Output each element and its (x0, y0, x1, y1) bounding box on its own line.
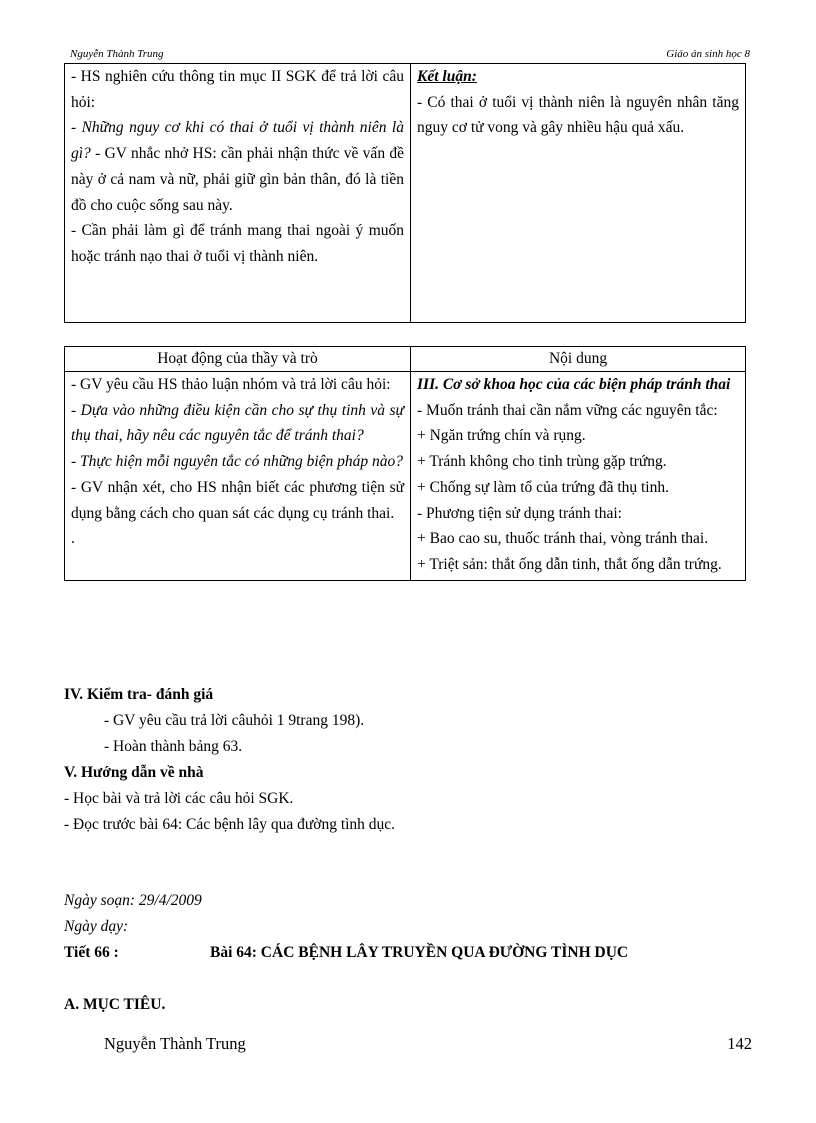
question-line: - Thực hiện mỗi nguyên tắc có những biện pháp nào? (71, 453, 404, 471)
content-line: - Muốn tránh thai cần nắm vững các nguyên tắc: (417, 401, 718, 419)
date-prepared: Ngày soạn: 29/4/2009 (64, 892, 202, 909)
section-5-item: - Đọc trước bài 64: Các bệnh lây qua đường tình dục. (64, 816, 396, 833)
content-cell (411, 372, 746, 581)
activity-line: . (71, 530, 75, 548)
column-header-content: Nội dung (411, 347, 746, 372)
lesson-title: Bài 64: CÁC BỆNH LÂY TRUYỀN QUA ĐƯỜNG TÌNH DỤC (210, 944, 629, 961)
header-author: Nguyễn Thành Trung (70, 48, 164, 60)
date-taught: Ngày dạy: (64, 918, 129, 935)
section-heading: III. Cơ sở khoa học của các biện pháp tránh thai (417, 376, 731, 393)
activity-line: - HS nghiên cứu thông tin mục II SGK để trả lời câu hỏi: (71, 68, 404, 111)
question-line: - Dựa vào những điều kiện cần cho sự thụ tinh và sự thụ thai, hãy nêu các nguyên tắc để tránh thai? (71, 401, 404, 445)
activity-cell (65, 372, 411, 581)
column-header-activity: Hoạt động của thầy và trò (65, 347, 411, 372)
content-line: + Ngăn trứng chín và rụng. (417, 427, 586, 445)
content-line: + Tránh không cho tinh trùng gặp trứng. (417, 453, 667, 471)
table-header-row (65, 347, 746, 372)
section-4-title: IV. Kiểm tra- đánh giá (64, 686, 214, 703)
question-line: - Những nguy cơ khi có thai ở tuổi vị thành niên là gì? (71, 119, 404, 163)
table-row (65, 372, 746, 581)
activity-line: - Cần phải làm gì để tránh mang thai ngoài ý muốn hoặc tránh nạo thai ở tuổi vị thành niên. (71, 222, 404, 265)
table-row (65, 64, 746, 323)
header-doc-title: Giáo án sinh học 8 (666, 48, 750, 60)
footer-author: Nguyễn Thành Trung (104, 1034, 246, 1053)
conclusion-heading: Kết luận: (417, 68, 477, 85)
activity-cell (65, 64, 411, 323)
lesson-period: Tiết 66 : (64, 944, 119, 961)
content-cell (411, 64, 746, 323)
section-5-item: - Học bài và trả lời các câu hỏi SGK. (64, 790, 294, 807)
section-5-title: V. Hướng dẫn về nhà (64, 764, 204, 781)
page-number: 142 (727, 1034, 752, 1053)
section-4-item: - GV yêu cầu trả lời câuhỏi 1 9trang 198). (104, 712, 365, 729)
content-line: + Bao cao su, thuốc tránh thai, vòng tránh thai. (417, 530, 709, 548)
content-line: - Phương tiện sử dụng tránh thai: (417, 504, 622, 522)
section-4-item: - Hoàn thành bảng 63. (104, 738, 243, 755)
activity-line: - GV yêu cầu HS thảo luận nhóm và trả lời câu hỏi: (71, 376, 391, 393)
content-line: + Chống sự làm tổ của trứng đã thụ tinh. (417, 478, 669, 496)
content-line: - Có thai ở tuổi vị thành niên là nguyên nhân tăng nguy cơ tử vong và gây nhiều hậu quả xấu. (417, 93, 739, 137)
activity-line: - GV nhận xét, cho HS nhận biết các phương tiện sử dụng bằng cách cho quan sát các dụng cụ tránh thai. (71, 478, 404, 522)
section-a-title: A. MỤC TIÊU. (64, 996, 166, 1013)
content-line: + Triệt sản: thắt ống dẫn tinh, thắt ống dẫn trứng. (417, 555, 722, 573)
table-conclusion (64, 63, 746, 323)
table-contraception (64, 346, 746, 581)
activity-line: - GV nhắc nhở HS: cần phải nhận thức về vấn đề này ở cả nam và nữ, phải giữ gìn bản thân, đó là tiền đồ cho cuộc sống sau này. (71, 145, 404, 214)
